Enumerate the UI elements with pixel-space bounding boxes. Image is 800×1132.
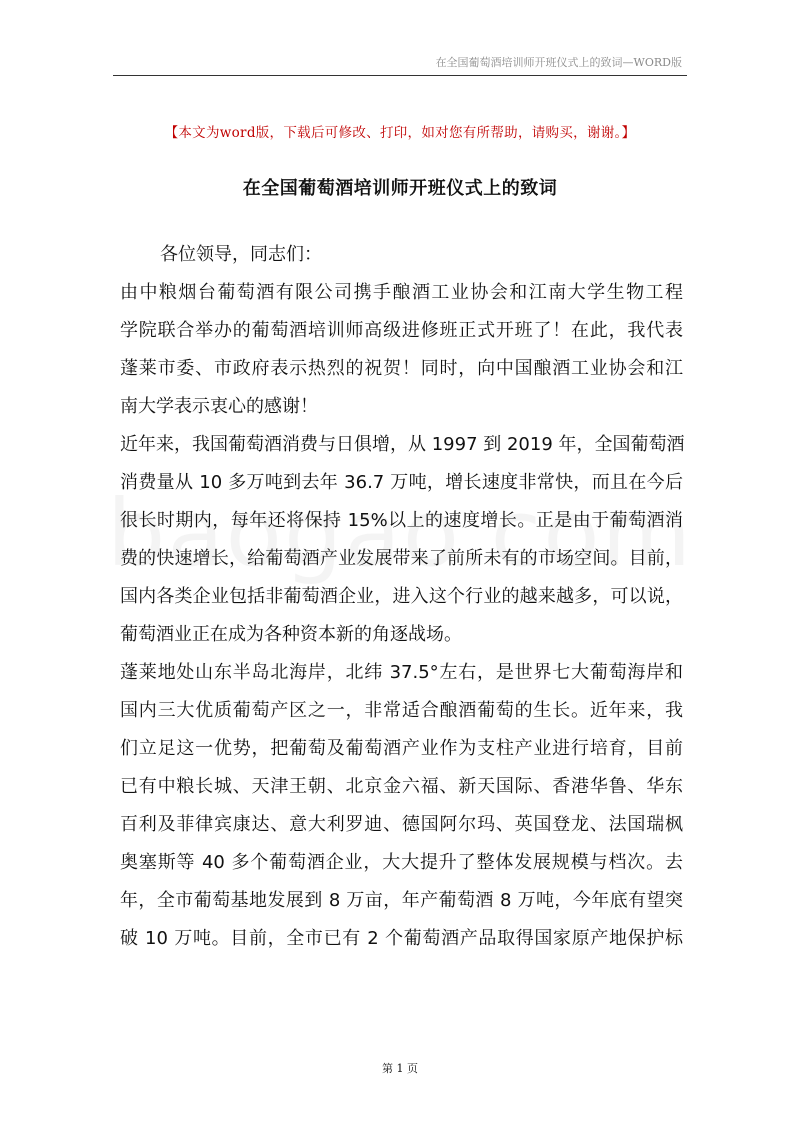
body-line: 们立足这一优势，把葡萄及葡萄酒产业作为支柱产业进行培育，目前 — [120, 738, 683, 759]
body-line: 学院联合举办的葡萄酒培训师高级进修班正式开班了！在此，我代表 — [120, 320, 683, 341]
body-line: 由中粮烟台葡萄酒有限公司携手酿酒工业协会和江南大学生物工程 — [120, 282, 683, 303]
body-line: 奥塞斯等 40 多个葡萄酒企业，大大提升了整体发展规模与档次。去 — [120, 852, 683, 873]
body-line: 国内三大优质葡萄产区之一，非常适合酿酒葡萄的生长。近年来，我 — [120, 700, 683, 721]
header-divider — [113, 75, 687, 76]
document-title: 在全国葡萄酒培训师开班仪式上的致词 — [242, 178, 558, 199]
page-number: 第 1 页 — [382, 1062, 418, 1075]
download-notice: 【本文为word版，下载后可修改、打印，如对您有所帮助，请购买，谢谢。】 — [164, 125, 636, 141]
body-line: 消费量从 10 多万吨到去年 36.7 万吨，增长速度非常快，而且在今后 — [120, 472, 683, 493]
document-body — [120, 236, 683, 958]
greeting-line: 各位领导，同志们： — [160, 244, 322, 265]
body-line: 破 10 万吨。目前，全市已有 2 个葡萄酒产品取得国家原产地保护标 — [120, 928, 683, 949]
body-line: 葡萄酒业正在成为各种资本新的角逐战场。 — [120, 624, 462, 645]
body-line: 近年来，我国葡萄酒消费与日俱增，从 1997 到 2019 年，全国葡萄酒 — [120, 434, 685, 455]
body-line: 南大学表示衷心的感谢！ — [120, 396, 318, 417]
body-line: 很长时期内，每年还将保持 15%以上的速度增长。正是由于葡萄酒消 — [120, 510, 683, 531]
body-line: 已有中粮长城、天津王朝、北京金六福、新天国际、香港华鲁、华东 — [120, 776, 683, 797]
body-line: 百利及菲律宾康达、意大利罗迪、德国阿尔玛、英国登龙、法国瑞枫 — [120, 814, 683, 835]
running-header: 在全国葡萄酒培训师开班仪式上的致词—WORD版 — [435, 56, 682, 69]
body-line: 蓬莱市委、市政府表示热烈的祝贺！同时，向中国酿酒工业协会和江 — [120, 358, 683, 379]
body-line: 国内各类企业包括非葡萄酒企业，进入这个行业的越来越多，可以说， — [120, 586, 683, 607]
body-line: 费的快速增长，给葡萄酒产业发展带来了前所未有的市场空间。目前， — [120, 548, 683, 569]
body-line: 蓬莱地处山东半岛北海岸，北纬 37.5°左右，是世界七大葡萄海岸和 — [120, 662, 683, 683]
body-line: 年，全市葡萄基地发展到 8 万亩，年产葡萄酒 8 万吨，今年底有望突 — [120, 890, 683, 911]
